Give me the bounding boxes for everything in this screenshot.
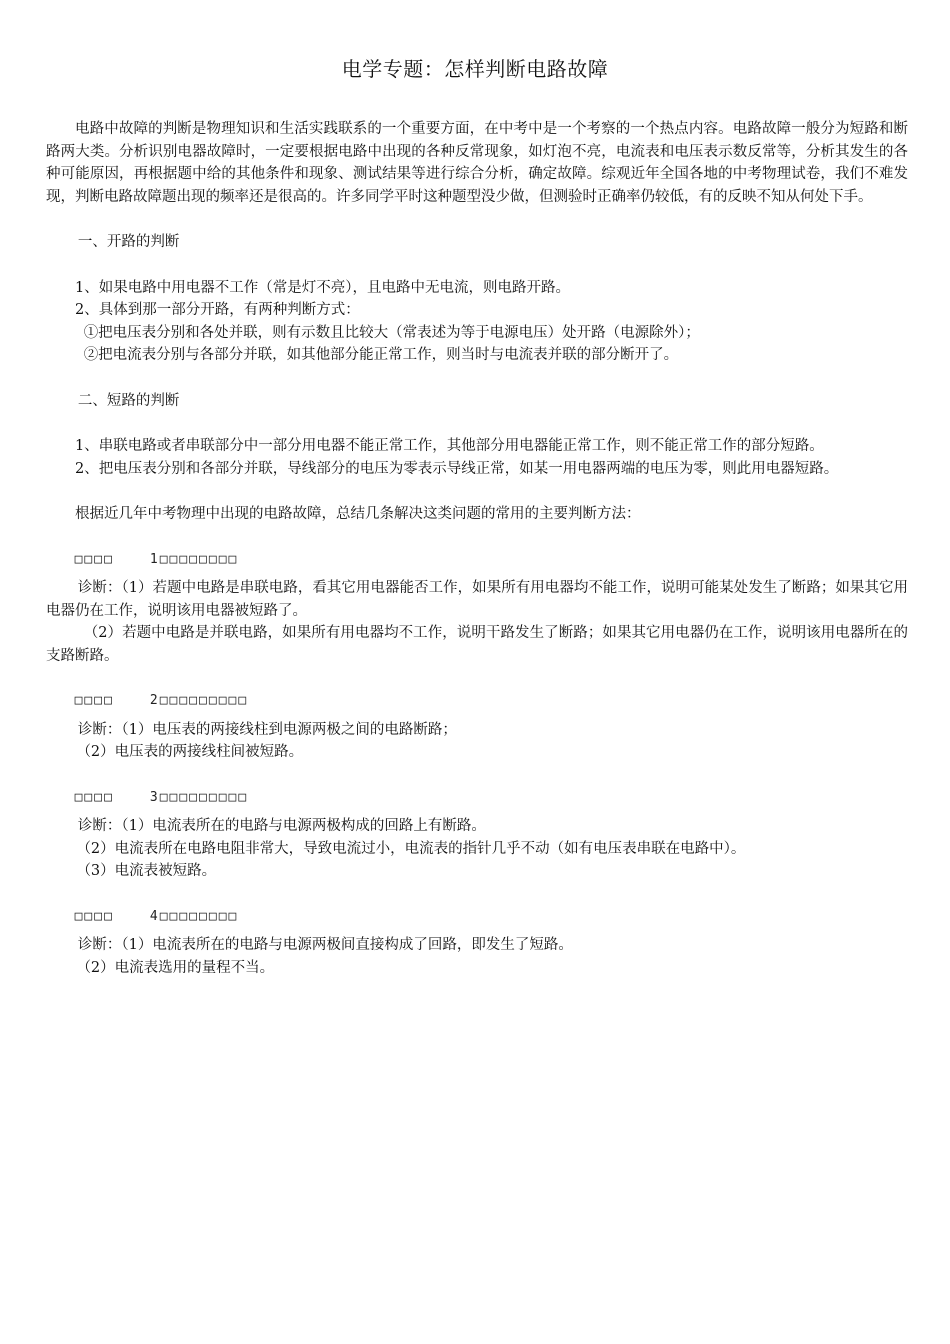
case-label	[46, 549, 908, 572]
open-circuit-sub-2: ②把电流表分别与各部分并联，如其他部分能正常工作，则当时与电流表并联的部分断开了。	[83, 347, 679, 363]
case-diagnosis-line: 诊断：（1）电压表的两接线柱到电源两极之间的电路断路；	[77, 721, 457, 738]
open-circuit-sub-1: ①把电压表分别和各处并联，则有示数且比较大（常表述为等于电源电压）处开路（电源除外）；	[83, 324, 700, 341]
page-title: 电学专题：怎样判断电路故障	[341, 57, 609, 81]
case-label-prefix: □□□□	[74, 789, 114, 805]
document-body	[46, 118, 908, 979]
short-circuit-item-1: 1、串联电路或者串联部分中一部分用电器不能正常工作，其他部分用电器能正常工作，则不能正常工作的部分短路。	[75, 438, 824, 454]
case-label-text: 3□□□□□□□□□	[149, 789, 249, 805]
section-heading-short-circuit: 二、短路的判断	[77, 392, 180, 409]
summary-paragraph: 根据近几年中考物理中出现的电路故障，总结几条解决这类问题的常用的主要判断方法：	[75, 506, 641, 522]
case-diagnosis-line: （2）电流表所在电路电阻非常大，导致电流过小，电流表的指针几乎不动（如有电压表串联在电路中）。	[76, 840, 746, 857]
case-label-prefix: □□□□	[74, 551, 114, 567]
case-label-prefix: □□□□	[74, 693, 114, 708]
case-label-text: 1□□□□□□□□	[149, 551, 239, 567]
case-diagnosis-line: （2）若题中电路是并联电路，如果所有用电器均不工作，说明干路发生了断路；如果其它用电器仍在工作，说明该用电器所在的支路断路。	[46, 625, 908, 664]
case-diagnosis-line: 诊断：（1）电流表所在的电路与电源两极构成的回路上有断路。	[77, 818, 486, 834]
case-label	[46, 787, 908, 810]
case-label	[46, 906, 908, 929]
open-circuit-item-1: 1、如果电路中用电器不工作（常是灯不亮），且电路中无电流，则电路开路。	[75, 279, 570, 296]
short-circuit-item-2: 2、把电压表分别和各部分并联，导线部分的电压为零表示导线正常，如某一用电器两端的电压为零，则此用电器短路。	[75, 460, 839, 477]
open-circuit-item-2: 2、具体到那一部分开路，有两种判断方式：	[75, 302, 360, 318]
case-label-text: 4□□□□□□□□	[149, 908, 239, 924]
case-diagnosis-line: （2）电流表选用的量程不当。	[76, 959, 275, 976]
case-diagnosis-line: （2）电压表的两接线柱间被短路。	[76, 744, 304, 760]
case-diagnosis-line: 诊断：（1）电流表所在的电路与电源两极间直接构成了回路，即发生了短路。	[77, 937, 573, 953]
case-diagnosis-line: 诊断：（1）若题中电路是串联电路，看其它用电器能否工作，如果所有用电器均不能工作，说明可能某处发生了断路；如果其它用电器仍在工作，说明该用电器被短路了。	[46, 580, 908, 619]
case-label-text: 2□□□□□□□□□	[149, 693, 249, 708]
intro-paragraph: 电路中故障的判断是物理知识和生活实践联系的一个重要方面，在中考中是一个考察的一个热点内容。电路故障一般分为短路和断路两大类。分析识别电器故障时，一定要根据电路中出现的各种反常现象，如灯泡不亮，电流表和电压表示数反常等，分析其发生的各种可能原因，再根据题中给的其他条件和现象、测试结果等进行综合分析，确定故障。综观近年全国各地的中考物理试卷，我们不难发现，判断电路故障题出现的频率还是很高的。许多同学平时这种题型没少做，但测验时正确率仍较低，有的反映不知从何处下手。	[46, 121, 908, 205]
case-diagnosis-line: （3）电流表被短路。	[76, 863, 217, 879]
case-label	[46, 690, 908, 713]
case-label-prefix: □□□□	[74, 908, 114, 924]
section-heading-open-circuit: 一、开路的判断	[77, 234, 180, 250]
